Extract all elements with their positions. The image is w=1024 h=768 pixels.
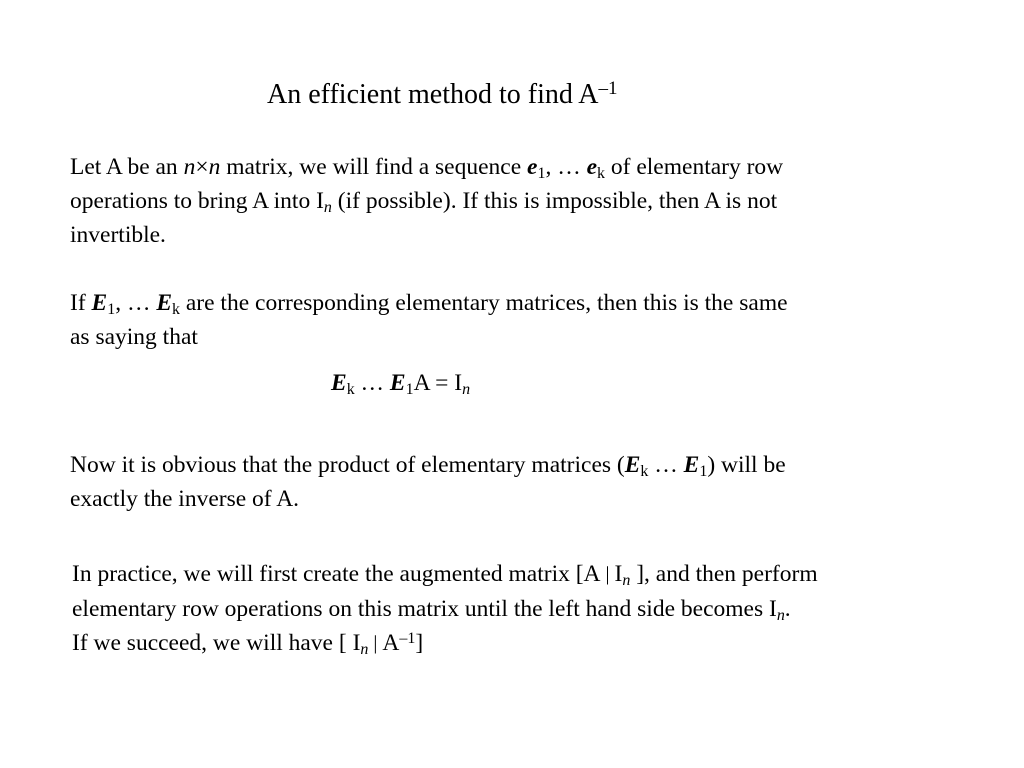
math-E: E (389, 370, 406, 396)
title-superscript: –1 (598, 78, 618, 100)
subscript: n (622, 572, 631, 590)
text: , … (545, 154, 587, 180)
paragraph-2-line-1 (70, 286, 788, 320)
text: I (614, 561, 623, 587)
paragraph-3-line-1 (70, 448, 786, 482)
paragraph-2 (70, 286, 788, 354)
paragraph-4-line-1 (72, 557, 818, 592)
math-n: n (208, 154, 221, 180)
slide-title (267, 76, 618, 114)
text: Let A be an (70, 154, 184, 180)
subscript: k (346, 381, 355, 399)
text: … (354, 370, 390, 396)
text: If we succeed, we will have [ I (72, 630, 361, 656)
subscript: k (640, 463, 649, 481)
math-e: e (527, 154, 538, 180)
text: of elementary row (605, 154, 784, 180)
paragraph-4-line-3 (72, 626, 818, 661)
text: are the corresponding elementary matrices, then this is the same (180, 290, 788, 316)
superscript: –1 (399, 629, 416, 647)
paragraph-3 (70, 448, 786, 516)
subscript: 1 (699, 463, 708, 481)
math-E: E (331, 370, 347, 396)
text: If (70, 290, 92, 316)
times-sign: × (195, 154, 209, 180)
subscript: n (323, 199, 332, 217)
math-E: E (91, 290, 108, 316)
text: matrix, we will find a sequence (220, 154, 528, 180)
text: elementary row operations on this matrix until the left hand side becomes I (72, 596, 777, 622)
paragraph-3-line-2: exactly the inverse of A. (70, 486, 300, 512)
subscript: 1 (537, 165, 546, 183)
subscript: n (776, 607, 785, 625)
paragraph-1 (70, 150, 783, 252)
subscript: n (360, 641, 369, 659)
equation (331, 366, 470, 400)
subscript: 1 (107, 301, 116, 319)
paragraph-4 (72, 557, 818, 661)
paragraph-1-line-3: invertible. (70, 222, 166, 248)
text: A = I (413, 370, 463, 396)
paragraph-1-line-1 (70, 150, 783, 184)
text: … (648, 452, 684, 478)
text: (if possible). If this is impossible, then A is not (331, 188, 778, 214)
text: Now it is obvious that the product of elementary matrices ( (70, 452, 625, 478)
math-E: E (156, 290, 173, 316)
subscript: k (172, 301, 180, 319)
title-text: An efficient method to find A (267, 79, 599, 110)
text: A (382, 630, 400, 656)
text: . (784, 596, 791, 622)
separator-bar: | (600, 563, 615, 585)
subscript: k (597, 165, 606, 183)
text: ], and then perform (630, 561, 818, 587)
separator-bar: | (368, 632, 383, 654)
text: operations to bring A into I (70, 188, 324, 214)
subscript: 1 (405, 381, 414, 399)
paragraph-1-line-2 (70, 184, 783, 218)
text: ] (415, 630, 424, 656)
text: In practice, we will first create the augmented matrix [A (72, 561, 601, 587)
text: , … (115, 290, 157, 316)
math-e: e (586, 154, 598, 180)
subscript: n (462, 381, 471, 399)
text: ) will be (707, 452, 786, 478)
math-E: E (683, 452, 700, 478)
math-E: E (624, 452, 641, 478)
math-n: n (183, 154, 196, 180)
paragraph-4-line-2 (72, 592, 818, 626)
paragraph-2-line-2: as saying that (70, 324, 198, 350)
